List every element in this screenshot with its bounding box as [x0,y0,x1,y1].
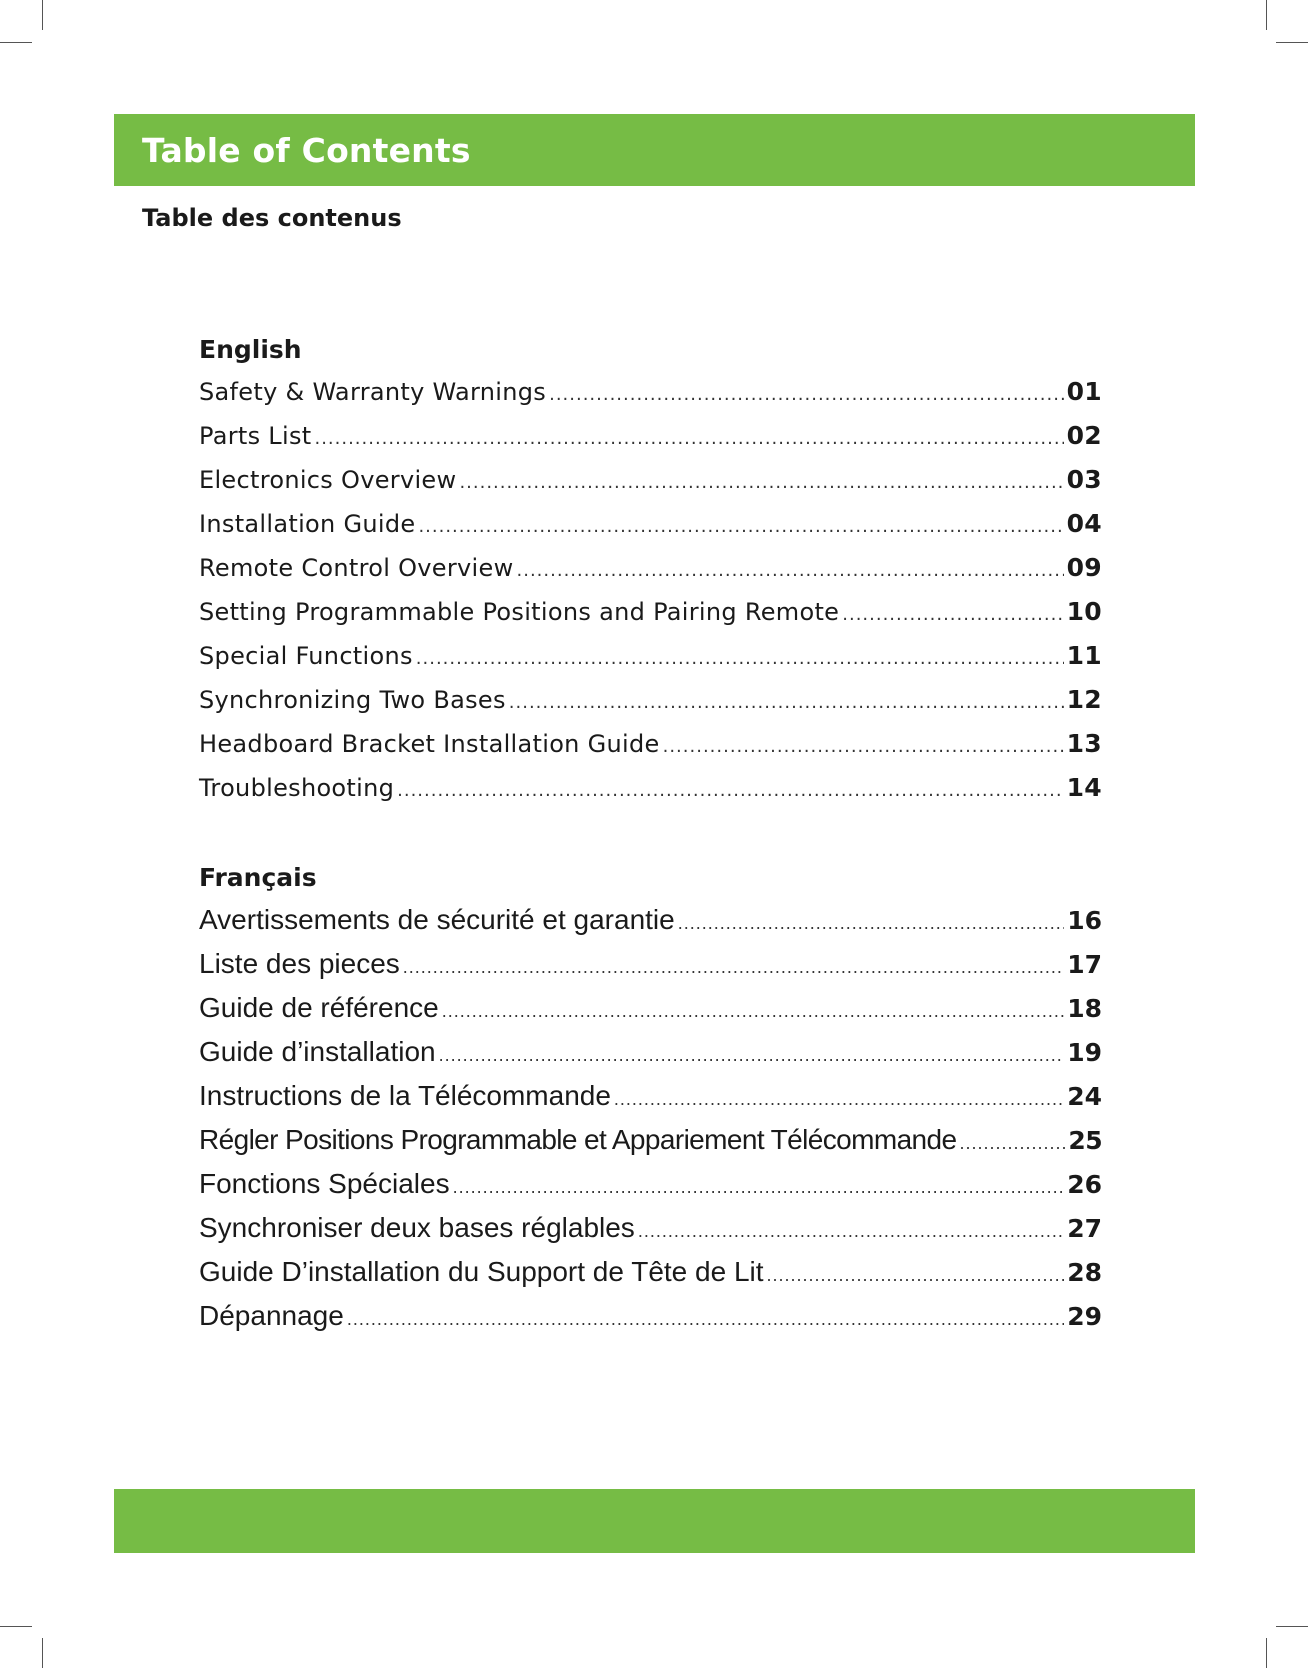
toc-page-number: 29 [1067,1302,1102,1331]
toc-leader-dots [842,590,1063,637]
toc-entry[interactable] [199,634,1102,678]
section-heading-english: English [199,335,302,364]
toc-entry[interactable] [199,678,1102,722]
toc-entry-label: Safety & Warranty Warnings [199,378,547,406]
section-heading-french: Français [199,863,317,892]
toc-entry-label: Parts List [199,422,312,450]
toc-entry-label: Setting Programmable Positions and Pairing Remote [199,598,840,626]
toc-entry[interactable] [199,898,1102,942]
toc-entry[interactable] [199,1118,1102,1162]
toc-leader-dots [347,1294,1064,1341]
toc-entry-label: Special Functions [199,642,413,670]
toc-page-number: 17 [1067,950,1102,979]
toc-section-french [199,858,1102,1338]
toc-page-number: 27 [1067,1214,1102,1243]
toc-entry[interactable] [199,1162,1102,1206]
toc-section-english [199,330,1102,810]
toc-page-number: 28 [1067,1258,1102,1287]
toc-leader-dots [453,1162,1065,1209]
toc-entry-label: Synchronizing Two Bases [199,686,506,714]
toc-entry-label: Remote Control Overview [199,554,514,582]
toc-entry[interactable] [199,722,1102,766]
toc-entry[interactable] [199,370,1102,414]
toc-entry-label: Dépannage [199,1300,344,1331]
toc-entry-label: Liste des pieces [199,948,400,979]
crop-mark-bottom-right-vertical [1266,1638,1267,1668]
toc-entry[interactable] [199,546,1102,590]
toc-entry[interactable] [199,942,1102,986]
toc-leader-dots [638,1206,1064,1253]
toc-page-number: 26 [1067,1170,1102,1199]
toc-leader-dots [509,678,1064,725]
toc-entry[interactable] [199,1074,1102,1118]
toc-page-number: 09 [1066,553,1102,582]
toc-leader-dots [459,458,1063,505]
toc-entry-label: Electronics Overview [199,466,457,494]
toc-leader-dots [767,1250,1065,1297]
toc-leader-dots [403,942,1064,989]
toc-entry-label: Avertissements de sécurité et garantie [199,904,675,935]
crop-mark-bottom-right-horizontal [1276,1626,1308,1627]
toc-entry-label: Régler Positions Programmable et Appariement Télécommande [199,1124,957,1155]
toc-leader-dots [614,1074,1064,1121]
title-bar [114,114,1195,186]
toc-page-number: 14 [1066,773,1102,802]
crop-mark-top-left-vertical [42,0,43,30]
toc-page-number: 12 [1066,685,1102,714]
toc-page-number: 03 [1066,465,1102,494]
toc-entry[interactable] [199,414,1102,458]
toc-leader-dots [517,546,1064,593]
crop-mark-top-right-horizontal [1276,42,1308,43]
crop-mark-bottom-left-horizontal [0,1626,32,1627]
toc-entry[interactable] [199,1294,1102,1338]
toc-page-number: 02 [1066,421,1102,450]
toc-entry-label: Headboard Bracket Installation Guide [199,730,660,758]
toc-leader-dots [959,1118,1065,1165]
page-subtitle: Table des contenus [142,204,402,232]
toc-leader-dots [314,414,1063,461]
toc-entry[interactable] [199,1250,1102,1294]
toc-page-number: 11 [1066,641,1102,670]
footer-bar [114,1489,1195,1553]
toc-entry-label: Instructions de la Télécommande [199,1080,611,1111]
toc-page-number: 24 [1067,1082,1102,1111]
toc-entry[interactable] [199,1206,1102,1250]
crop-mark-bottom-left-vertical [42,1638,43,1668]
toc-entry[interactable] [199,458,1102,502]
toc-entry-label: Troubleshooting [199,774,395,802]
toc-page-number: 10 [1066,597,1102,626]
toc-leader-dots [663,722,1064,769]
toc-list-french [199,898,1102,1338]
toc-entry[interactable] [199,590,1102,634]
toc-entry-label: Guide de référence [199,992,439,1023]
toc-entry-label: Guide d’installation [199,1036,436,1067]
toc-leader-dots [416,634,1064,681]
toc-page-number: 01 [1066,377,1102,406]
toc-entry-label: Installation Guide [199,510,416,538]
toc-leader-dots [418,502,1063,549]
toc-page-number: 13 [1066,729,1102,758]
toc-page-number: 18 [1067,994,1102,1023]
toc-leader-dots [442,986,1064,1033]
toc-leader-dots [397,766,1063,813]
toc-leader-dots [439,1030,1065,1077]
crop-mark-top-left-horizontal [0,42,32,43]
crop-mark-top-right-vertical [1266,0,1267,30]
toc-page-number: 19 [1067,1038,1102,1067]
toc-page-number: 25 [1068,1126,1102,1155]
toc-leader-dots [549,370,1064,417]
toc-page-number: 04 [1066,509,1102,538]
toc-entry-label: Synchroniser deux bases réglables [199,1212,635,1243]
toc-entry[interactable] [199,766,1102,810]
toc-list-english [199,370,1102,810]
toc-page-number: 16 [1067,906,1102,935]
toc-entry-label: Guide D’installation du Support de Tête de Lit [199,1256,764,1287]
toc-entry[interactable] [199,502,1102,546]
toc-entry[interactable] [199,1030,1102,1074]
toc-entry-label: Fonctions Spéciales [199,1168,450,1199]
toc-entry[interactable] [199,986,1102,1030]
toc-leader-dots [678,898,1064,945]
page-title: Table of Contents [142,130,471,170]
